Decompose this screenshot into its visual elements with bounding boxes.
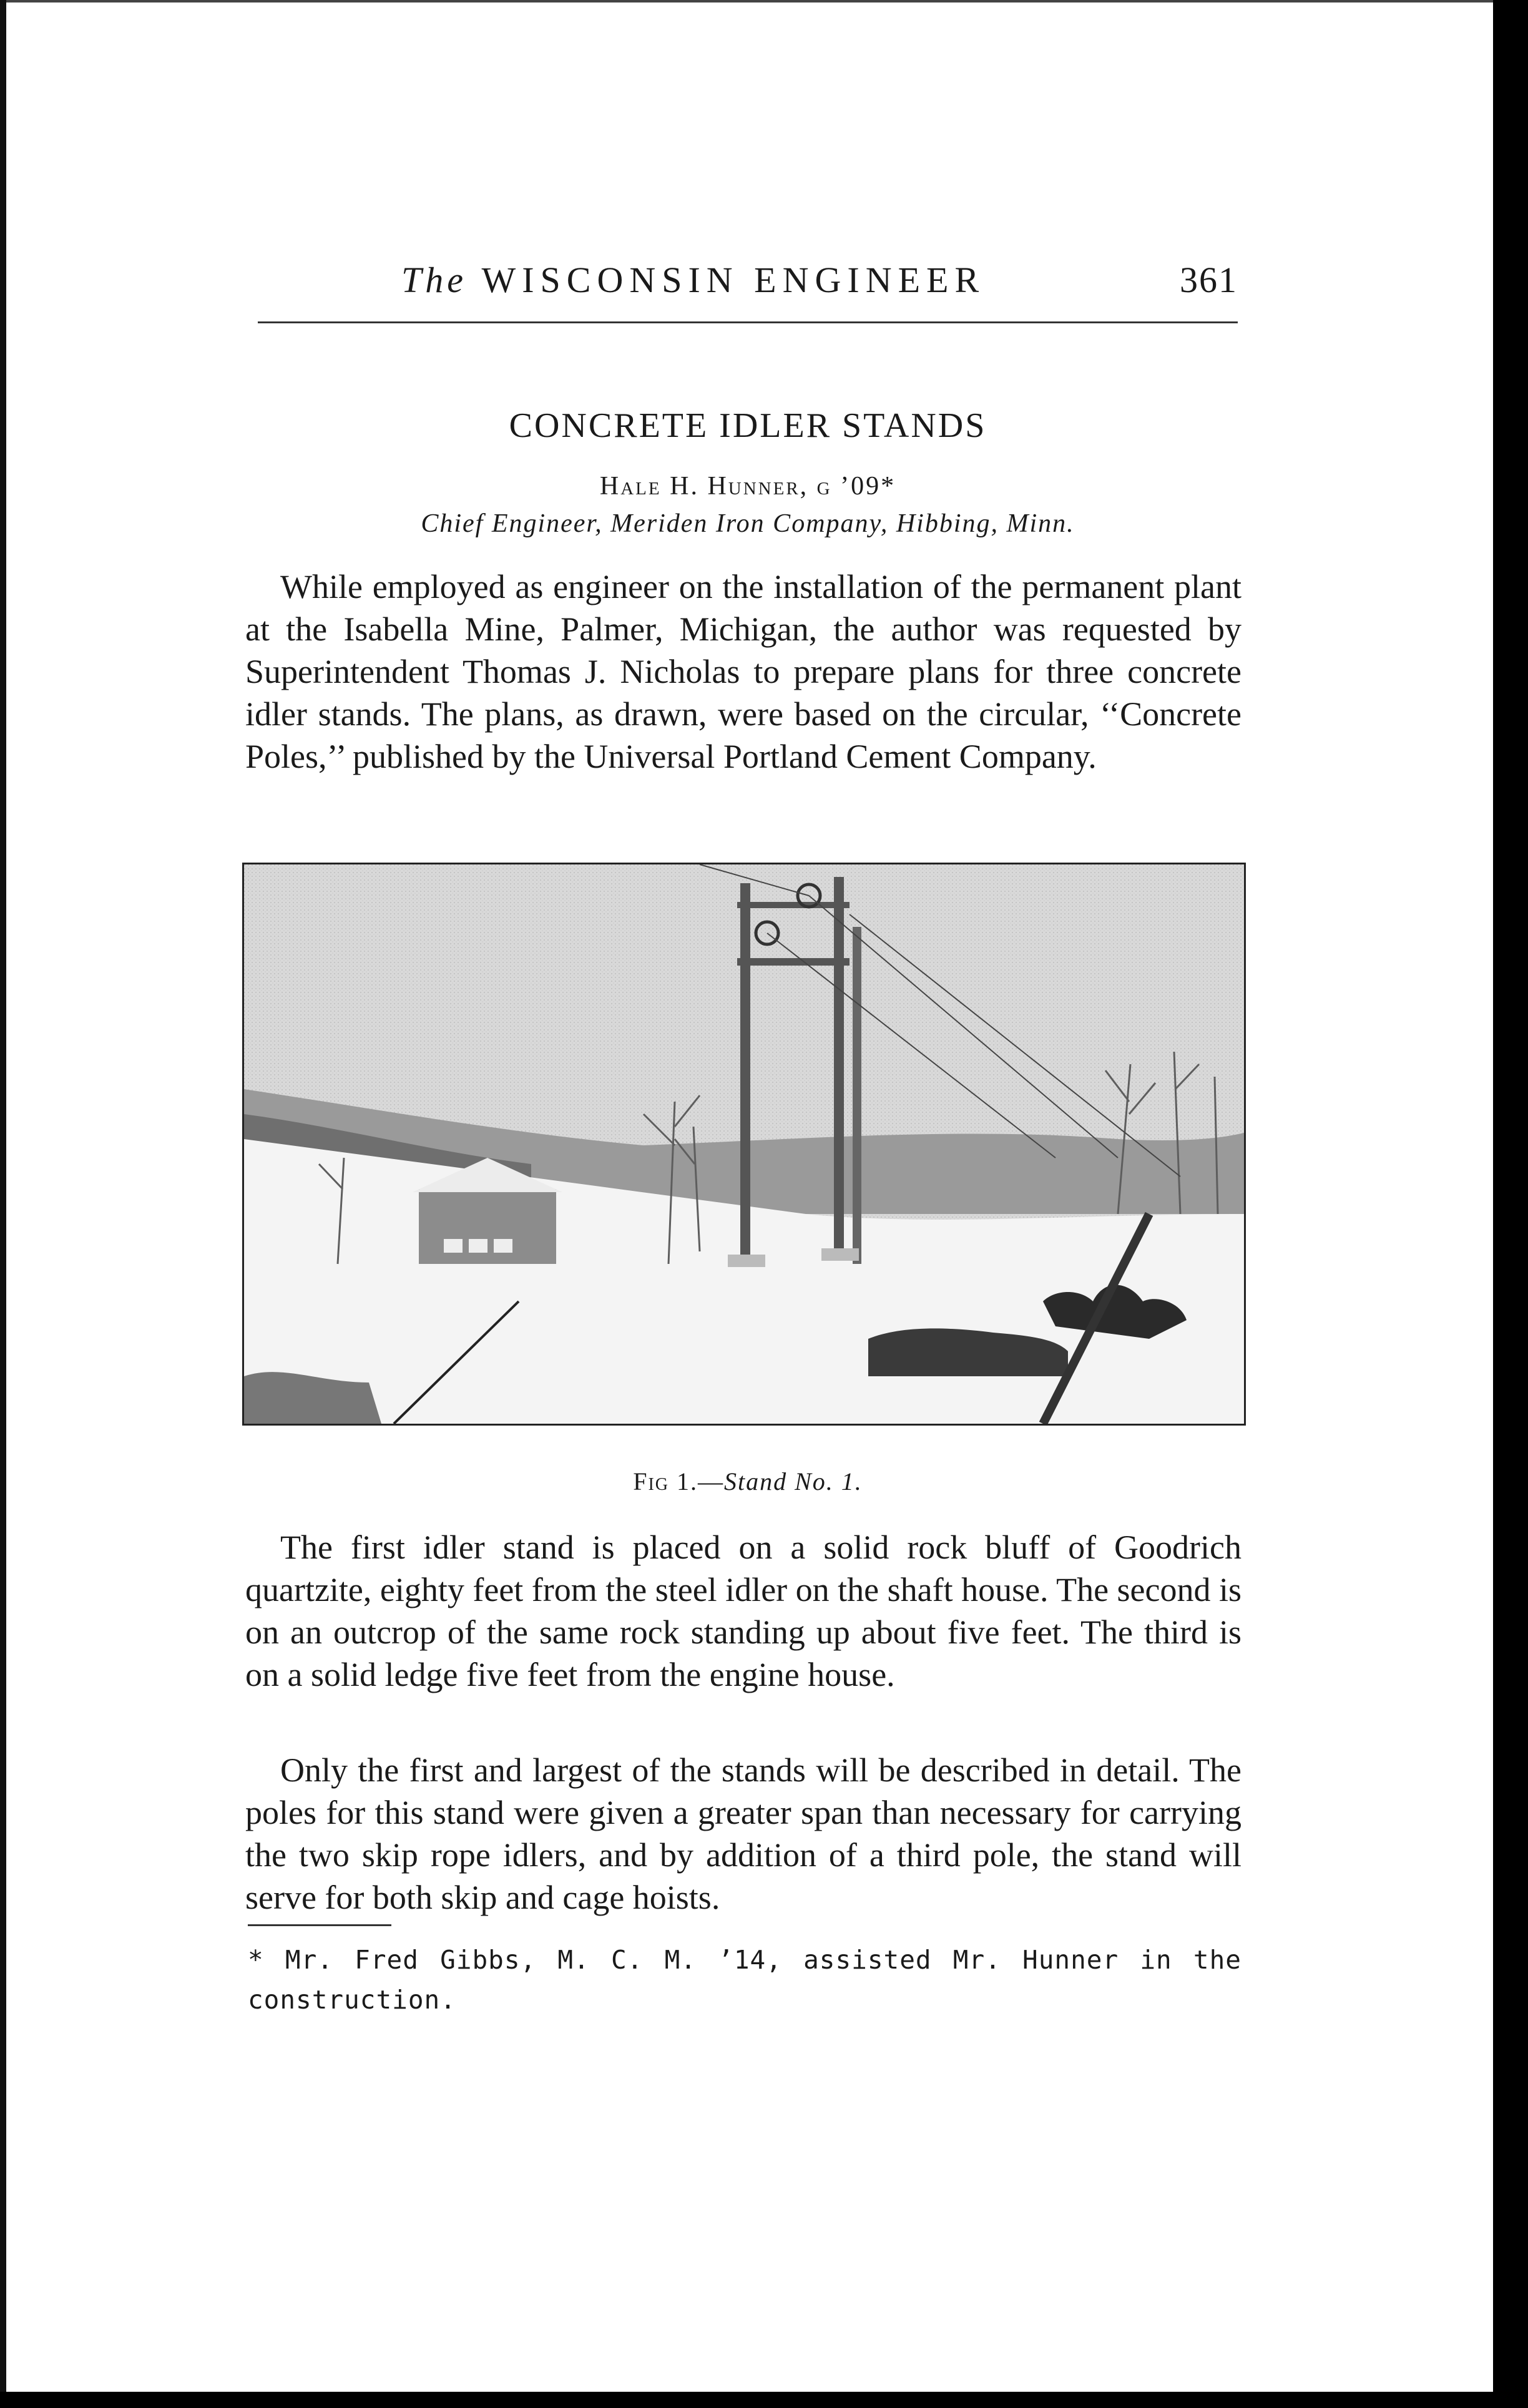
figure-label: Fig 1. xyxy=(633,1467,698,1495)
scan-border-bottom xyxy=(0,2392,1528,2408)
journal-title-name: WISCONSIN ENGINEER xyxy=(481,260,986,300)
idler-stand-photograph xyxy=(244,864,1244,1424)
scan-border-left xyxy=(0,0,6,2408)
scan-border-top xyxy=(0,0,1528,2)
page-number: 361 xyxy=(1180,260,1238,300)
body-paragraph: The first idler stand is placed on a solid rock bluff of Goodrich quartzite, eighty feet from the steel idler on the shaft house. The second is on an outcrop of the same rock standing up about five feet. The third is on a solid ledge five feet from the engine house. xyxy=(245,1529,1242,1693)
footnote-rule xyxy=(248,1924,391,1926)
journal-title-article: The xyxy=(401,260,467,300)
footnote: * Mr. Fred Gibbs, M. C. M. ’14, assisted Mr. Hunner in the construction. xyxy=(248,1945,1242,2015)
caption-dash: — xyxy=(698,1467,724,1495)
author-affiliation: Chief Engineer, Meriden Iron Company, Hibbing, Minn. xyxy=(421,509,1075,538)
body-paragraph: While employed as engineer on the installation of the permanent plant at the Isabella Mine, Palmer, Michigan, the author was requested by Superintendent Thomas J. Nicholas to prepare plans for three concrete idler stands. The plans, as drawn, were based on the circular, ‘‘Concrete Poles,’’ published by the Universal Portland Cement Company. xyxy=(245,568,1242,775)
figure-caption xyxy=(258,1467,1238,1496)
body-paragraph: Only the first and largest of the stands will be described in detail. The poles for this stand were given a greater span than necessary for carrying the two skip rope idlers, and by addition of a third pole, the stand will serve for both skip and cage hoists. xyxy=(245,1751,1242,1916)
figure-caption-text: Stand No. 1. xyxy=(724,1467,863,1495)
figure-photo xyxy=(242,863,1246,1426)
header-rule xyxy=(258,321,1238,323)
author-byline: Hale H. Hunner, g ’09* xyxy=(599,472,896,501)
journal-title xyxy=(401,259,985,301)
article-title: CONCRETE IDLER STANDS xyxy=(509,406,987,445)
scan-border-right xyxy=(1493,0,1528,2408)
running-head xyxy=(258,259,1238,315)
